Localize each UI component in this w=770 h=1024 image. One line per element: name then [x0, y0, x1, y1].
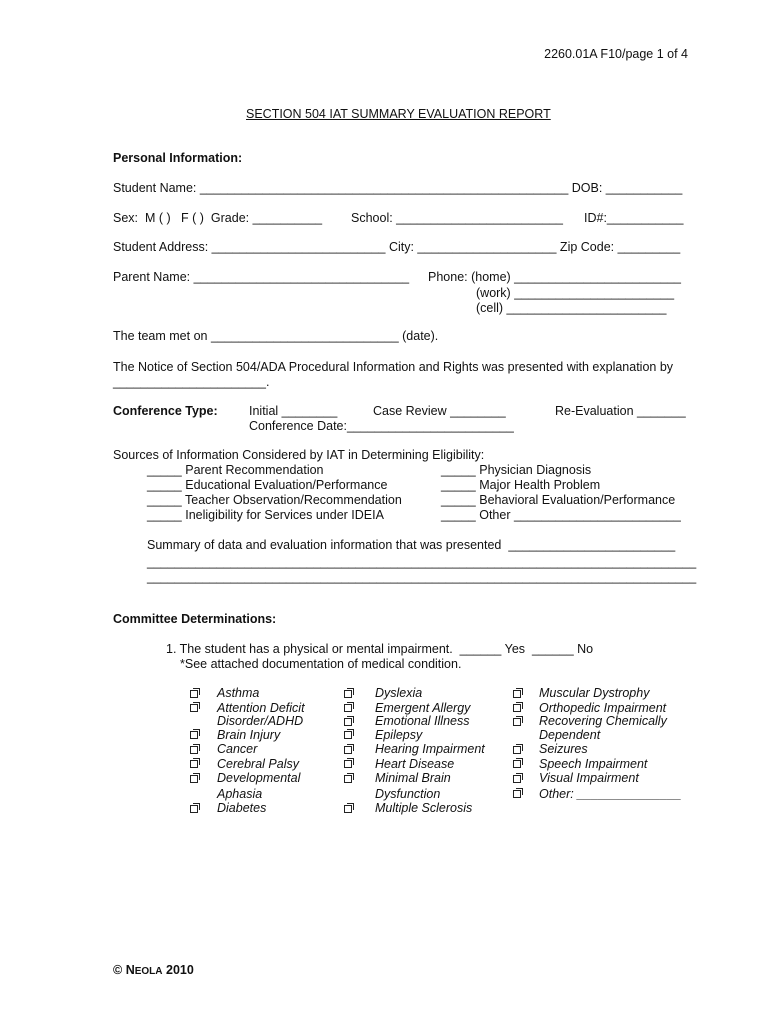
condition-label: Heart Disease: [375, 757, 455, 771]
checkbox-icon[interactable]: [344, 718, 352, 726]
condition-label: Muscular Dystrophy: [539, 686, 650, 700]
condition-label: Hearing Impairment: [375, 742, 485, 756]
conference-type-label: Conference Type:: [113, 404, 218, 418]
checkbox-icon[interactable]: [190, 760, 198, 768]
condition-label: Multiple Sclerosis: [375, 801, 473, 815]
checkbox-icon[interactable]: [513, 790, 521, 798]
personal-info-heading: Personal Information:: [113, 151, 243, 165]
conference-date-field[interactable]: Conference Date:________________________: [249, 419, 514, 433]
source-item[interactable]: _____ Behavioral Evaluation/Performance: [441, 493, 676, 507]
checkbox-icon[interactable]: [344, 704, 352, 712]
checkbox-icon[interactable]: [190, 775, 198, 783]
student-name-dob-field[interactable]: Student Name: _____________________________________________________ DOB: ___________: [113, 181, 683, 195]
condition-label: Brain Injury: [217, 728, 281, 742]
phone-home-field[interactable]: Phone: (home) ________________________: [428, 270, 682, 284]
summary-line[interactable]: _______________________________________________________________________________: [147, 570, 697, 584]
checkbox-icon[interactable]: [190, 746, 198, 754]
checkbox-icon[interactable]: [190, 690, 198, 698]
checkbox-icon[interactable]: [513, 690, 521, 698]
checkbox-icon[interactable]: [513, 760, 521, 768]
checkbox-icon[interactable]: [344, 746, 352, 754]
notice-presenter-field[interactable]: ______________________.: [113, 375, 270, 389]
source-item[interactable]: _____ Physician Diagnosis: [441, 463, 592, 477]
copyright-year: 2010: [166, 963, 194, 977]
committee-heading: Committee Determinations:: [113, 612, 277, 626]
id-field[interactable]: ID#:___________: [584, 211, 684, 225]
summary-line[interactable]: _______________________________________________________________________________: [147, 555, 697, 569]
parent-name-field[interactable]: Parent Name: _______________________________: [113, 270, 410, 284]
condition-label: Emotional Illness: [375, 714, 470, 728]
phone-work-field[interactable]: (work) _______________________: [476, 286, 675, 300]
checkbox-icon[interactable]: [513, 704, 521, 712]
condition-label: Cerebral Palsy: [217, 757, 299, 771]
condition-other-field[interactable]: Other: _______________: [539, 787, 682, 801]
checkbox-icon[interactable]: [344, 731, 352, 739]
brand-initial: N: [125, 963, 135, 977]
condition-label: Diabetes: [217, 801, 267, 815]
checkbox-icon[interactable]: [513, 775, 521, 783]
checkbox-icon[interactable]: [513, 718, 521, 726]
copyright-symbol: ©: [113, 963, 123, 977]
condition-label: Cancer: [217, 742, 258, 756]
condition-label: Seizures: [539, 742, 588, 756]
checkbox-icon[interactable]: [344, 760, 352, 768]
source-item[interactable]: _____ Teacher Observation/Recommendation: [147, 493, 402, 507]
checkbox-icon[interactable]: [513, 746, 521, 754]
condition-label: Dyslexia: [375, 686, 423, 700]
source-item[interactable]: _____ Ineligibility for Services under IDEIA: [147, 508, 384, 522]
condition-label: Visual Impairment: [539, 771, 639, 785]
condition-label: Minimal Brain: [375, 771, 451, 785]
impairment-question[interactable]: 1. The student has a physical or mental impairment. ______ Yes ______ No: [166, 642, 594, 656]
source-item[interactable]: _____ Other ________________________: [441, 508, 681, 522]
checkbox-icon[interactable]: [344, 690, 352, 698]
school-field[interactable]: School: ________________________: [351, 211, 564, 225]
checkbox-icon[interactable]: [344, 805, 352, 813]
impairment-note: *See attached documentation of medical condition.: [180, 657, 462, 671]
source-item[interactable]: _____ Major Health Problem: [441, 478, 601, 492]
source-item[interactable]: _____ Educational Evaluation/Performance: [147, 478, 388, 492]
summary-field[interactable]: Summary of data and evaluation information that was presented ________________________: [147, 538, 676, 552]
condition-label: Asthma: [217, 686, 260, 700]
condition-label: Aphasia: [217, 787, 263, 801]
notice-text: The Notice of Section 504/ADA Procedural Information and Rights was presented with explanation by: [113, 360, 674, 374]
sources-heading: Sources of Information Considered by IAT in Determining Eligibility:: [113, 448, 485, 462]
copyright-footer: [113, 963, 194, 979]
condition-label: Developmental: [217, 771, 301, 785]
condition-label: Recovering Chemically: [539, 714, 667, 728]
condition-label: Attention Deficit: [217, 701, 305, 715]
checkbox-icon[interactable]: [344, 775, 352, 783]
condition-label: Orthopedic Impairment: [539, 701, 667, 715]
condition-label: Dysfunction: [375, 787, 441, 801]
condition-label: Speech Impairment: [539, 757, 648, 771]
student-address-field[interactable]: Student Address: _________________________ City: ____________________ Zip Code: _________: [113, 240, 681, 254]
checkbox-icon[interactable]: [190, 704, 198, 712]
condition-label: Emergent Allergy: [375, 701, 471, 715]
brand-rest: EOLA: [134, 966, 163, 977]
page-title: SECTION 504 IAT SUMMARY EVALUATION REPORT: [246, 107, 551, 121]
conference-case-review-field[interactable]: Case Review ________: [373, 404, 506, 418]
conference-initial-field[interactable]: Initial ________: [249, 404, 338, 418]
checkbox-icon[interactable]: [190, 805, 198, 813]
checkbox-icon[interactable]: [190, 731, 198, 739]
conference-re-evaluation-field[interactable]: Re-Evaluation _______: [555, 404, 686, 418]
phone-cell-field[interactable]: (cell) _______________________: [476, 301, 667, 315]
condition-label: Dependent: [539, 728, 601, 742]
team-met-field[interactable]: The team met on ___________________________ (date).: [113, 329, 439, 343]
condition-label: Disorder/ADHD: [217, 714, 304, 728]
source-item[interactable]: _____ Parent Recommendation: [147, 463, 324, 477]
condition-label: Epilepsy: [375, 728, 423, 742]
page-reference: 2260.01A F10/page 1 of 4: [544, 47, 688, 61]
sex-grade-field[interactable]: Sex: M ( ) F ( ) Grade: __________: [113, 211, 323, 225]
